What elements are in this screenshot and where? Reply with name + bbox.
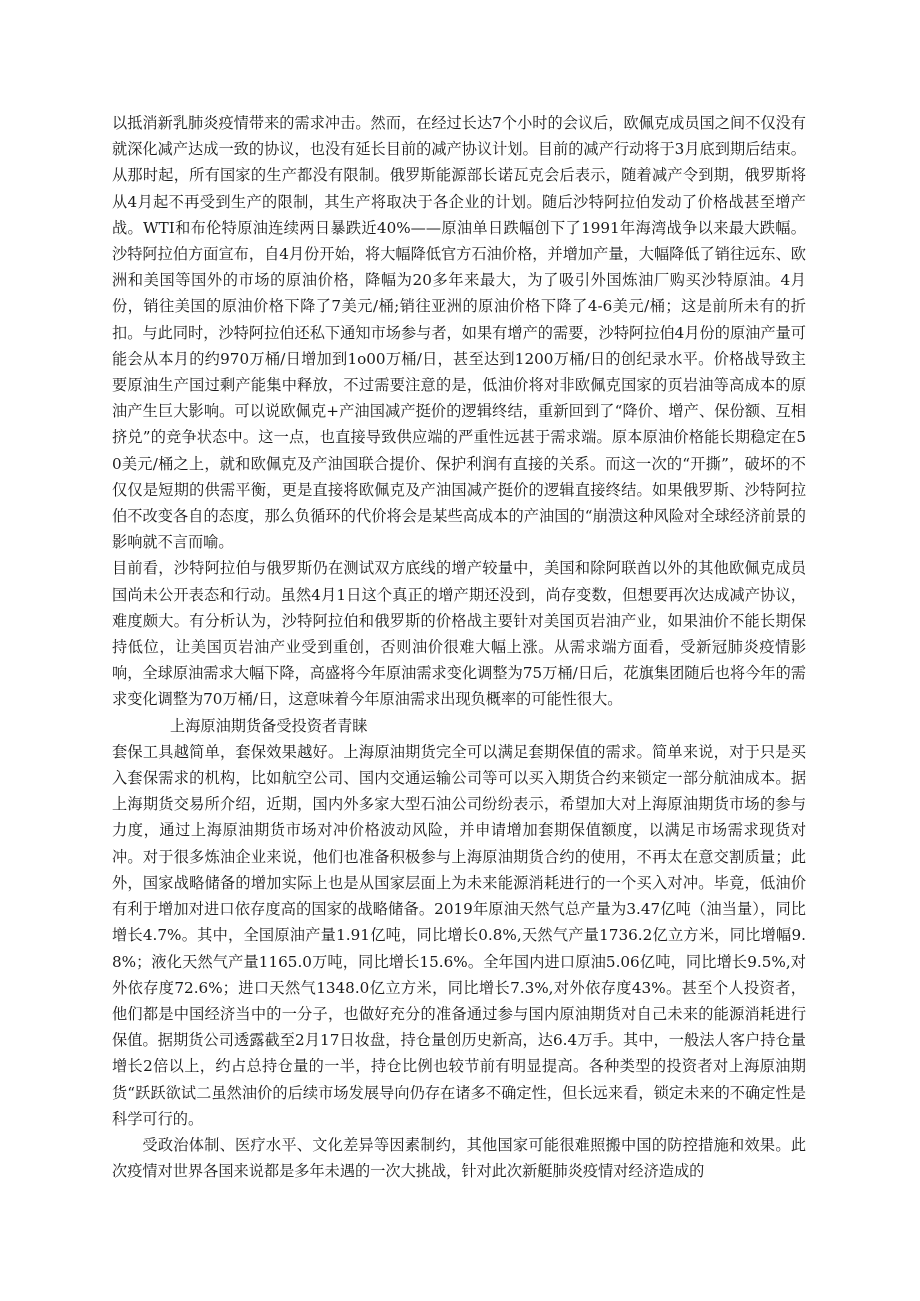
document-body — [112, 110, 806, 1184]
section-heading: 上海原油期货备受投资者青睐 — [170, 716, 368, 735]
paragraph-shanghai-crude-futures: 套保工具越简单，套保效果越好。上海原油期货完全可以满足套期保值的需求。简单来说，对于只是买入套保需求的机构，比如航空公司、国内交通运输公司等可以买入期货合约来锁定一部分航油成本。据上海期货交易所介绍，近期，国内外多家大型石油公司纷纷表示，希望加大对上海原油期货市场的参与力度，通过上海原油期货市场对冲价格波动风险，并申请增加套期保值额度，以满足市场需求现货对冲。对于很多炼油企业来说，他们也准备积极参与上海原油期货合约的使用，不再太在意交割质量；此外，国家战略储备的增加实际上也是从国家层面上为未来能源消耗进行的一个买入对冲。毕竟，低油价有利于增加对进口依存度高的国家的战略储备。2019年原油天然气总产量为3.47亿吨（油当量），同比增长4.7%。其中，全国原油产量1.91亿吨，同比增长0.8%,天然气产量1736.2亿立方米，同比增幅9.8%；液化天然气产量1165.0万吨，同比增长15.6%。全年国内进口原油5.06亿吨，同比增长9.5%,对外依存度72.6%；进口天然气1348.0亿立方米，同比增长7.3%,对外依存度43%。甚至个人投资者，他们都是中国经济当中的一分子，也做好充分的准备通过参与国内原油期货对自己未来的能源消耗进行保值。据期货公司透露截至2月17日妆盘，持仓量创历史新高，达6.4万手。其中，一般法人客户持仓量增长2倍以上，约占总持仓量的一半，持仓比例也较节前有明显提高。各种类型的投资者对上海原油期货“跃跃欲试二虽然油价的后续市场发展导向仍存在诸多不确定性，但长远来看，锁定未来的不确定性是科学可行的。 — [112, 742, 806, 1128]
paragraph-opec-cuts: 以抵消新乳肺炎疫情带来的需求冲击。然而，在经过长达7个小时的会议后，欧佩克成员国之间不仅没有就深化减产达成一致的协议，也没有延长目前的减产协议计划。目前的减产行动将于3月底到期后结束。从那时起，所有国家的生产都没有限制。俄罗斯能源部长诺瓦克会后表示，随着减产令到期，俄罗斯将从4月起不再受到生产的限制，其生产将取决于各企业的计划。随后沙特阿拉伯发动了价格战甚至增产战。WTI和布伦特原油连续两日暴跌近40%——原油单日跌幅创下了1991年海湾战争以来最大跌幅。沙特阿拉伯方面宣布，自4月份开始，将大幅降低官方石油价格，并增加产量，大幅降低了销往远东、欧洲和美国等国外的市场的原油价格，降幅为20多年来最大，为了吸引外国炼油厂购买沙特原油。4月份，销往美国的原油价格下降了7美元/桶;销往亚洲的原油价格下降了4-6美元/桶；这是前所未有的折扣。与此同时，沙特阿拉伯还私下通知市场参与者，如果有增产的需要，沙特阿拉伯4月份的原油产量可能会从本月的约970万桶/日增加到1o00万桶/日，甚至达到1200万桶/日的创纪录水平。价格战导致主要原油生产国过剩产能集中释放，不过需要注意的是，低油价将对非欧佩克国家的页岩油等高成本的原油产生巨大影响。可以说欧佩克+产油国减产挺价的逻辑终结，重新回到了“降价、增产、保份额、互相挤兑”的竞争状态中。这一点，也直接导致供应端的严重性远甚于需求端。原本原油价格能长期稳定在50美元/桶之上，就和欧佩克及产油国联合提价、保护利润有直接的关系。而这一次的“开撕”，破坏的不仅仅是短期的供需平衡，更是直接将欧佩克及产油国减产挺价的逻辑直接终结。如果俄罗斯、沙特阿拉伯不改变各自的态度，那么负循环的代价将会是某些高成本的产油国的“崩溃这种风险对全球经济前景的影响就不言而喻。 — [112, 114, 806, 552]
paragraph-price-war-outlook: 目前看，沙特阿拉伯与俄罗斯仍在测试双方底线的增产较量中，美国和除阿联酋以外的其他欧佩克成员国尚未公开表态和行动。虽然4月1日这个真正的增产期还没到，尚存变数，但想要再次达成减产协议，难度颇大。有分析认为，沙特阿拉伯和俄罗斯的价格战主要针对美国页岩油产业，如果油价不能长期保持低位，让美国页岩油产业受到重创，否则油价很难大幅上涨。从需求端方面看，受新冠肺炎疫情影响，全球原油需求大幅下降，高盛将今年原油需求变化调整为75万桶/日后，花旗集团随后也将今年的需求变化调整为70万桶/日，这意味着今年原油需求出现负概率的可能性很大。 — [112, 559, 806, 709]
paragraph-closing: 受政治体制、医疗水平、文化差异等因素制约，其他国家可能很难照搬中国的防控措施和效果。此次疫情对世界各国来说都是多年未遇的一次大挑战，针对此次新艇肺炎疫情对经济造成的 — [112, 1135, 806, 1181]
